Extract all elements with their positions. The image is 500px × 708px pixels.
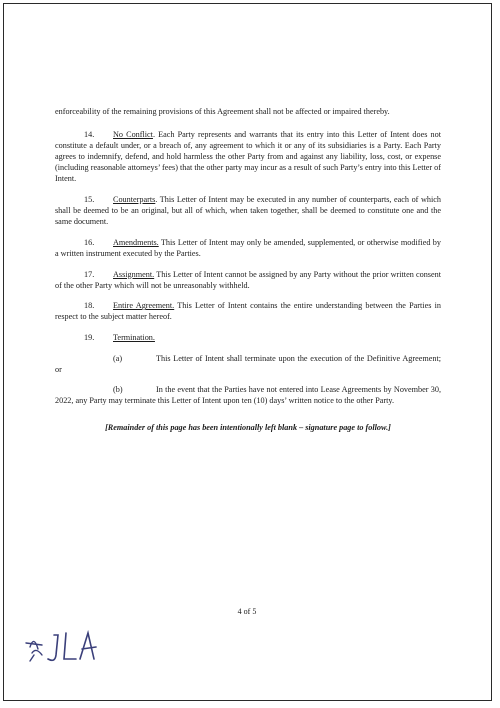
section-15 — [55, 194, 441, 227]
section-14 — [55, 129, 441, 184]
section-number: 15. — [84, 195, 95, 205]
remainder-note: [Remainder of this page has been intentionally left blank – signature page to follow.] — [105, 423, 391, 433]
section-body: This Letter of Intent contains the entire understanding between the Parties in respect to the subject matter hereof. — [55, 301, 441, 322]
section-body: This Letter of Intent may only be amended, supplemented, or otherwise modified by a written instrument executed by the Parties. — [55, 237, 441, 258]
section-16 — [55, 237, 441, 259]
section-heading: Entire Agreement. — [113, 301, 175, 311]
handwritten-initials — [20, 625, 110, 670]
section-heading: Assignment. — [113, 269, 155, 279]
section-heading: Amendments. — [113, 237, 159, 247]
section-number: 17. — [84, 269, 95, 279]
section-body: This Letter of Intent cannot be assigned by any Party without the prior written consent of the other Party which will not be unreasonably withheld. — [55, 269, 441, 290]
subsection-label: (a) — [113, 353, 123, 363]
section-body: This Letter of Intent may be executed in any number of counterparts, each of which shall be deemed to be an original, but all of which, when taken together, shall be deemed to constitute one and the same document. — [55, 195, 441, 227]
section-heading: Counterparts — [113, 195, 156, 205]
subsection-b — [55, 384, 441, 406]
section-heading: Termination. — [113, 332, 155, 342]
section-19 — [55, 332, 441, 343]
section-number: 19. — [84, 332, 95, 342]
section-number: 14. — [84, 130, 95, 140]
section-heading: No Conflict — [113, 130, 153, 140]
section-heading-punct: . — [152, 130, 156, 140]
section-17 — [55, 269, 441, 291]
document-body — [55, 106, 441, 442]
section-number: 18. — [84, 301, 95, 311]
subsection-label: (b) — [113, 385, 123, 395]
subsection-a — [55, 353, 441, 375]
section-heading-punct: . — [155, 195, 158, 205]
subsection-text: This Letter of Intent shall terminate upon the execution of the Definitive Agreement; or — [55, 353, 441, 374]
subsection-text: In the event that the Parties have not entered into Lease Agreements by November 30, 2022, any Party may terminate this Letter of Intent upon ten (10) days’ written notice to the other Party. — [55, 385, 441, 406]
section-body: Each Party represents and warrants that its entry into this Letter of Intent does not constitute a default under, or a breach of, any agreement to which it or any of its subsidiaries is a Party. Each Party agrees to indemnify, defend, and hold harmless the other Party from and against any liability, loss, cost, or expense (including reasonable attorneys’ fees) that the other party may incur as a result of such Party’s entry into this Letter of Intent. — [55, 130, 441, 184]
section-number: 16. — [84, 237, 95, 247]
page-number: 4 of 5 — [237, 607, 257, 616]
continuation-paragraph: enforceability of the remaining provisions of this Agreement shall not be affected or impaired thereby. — [55, 107, 390, 116]
section-18 — [55, 300, 441, 322]
